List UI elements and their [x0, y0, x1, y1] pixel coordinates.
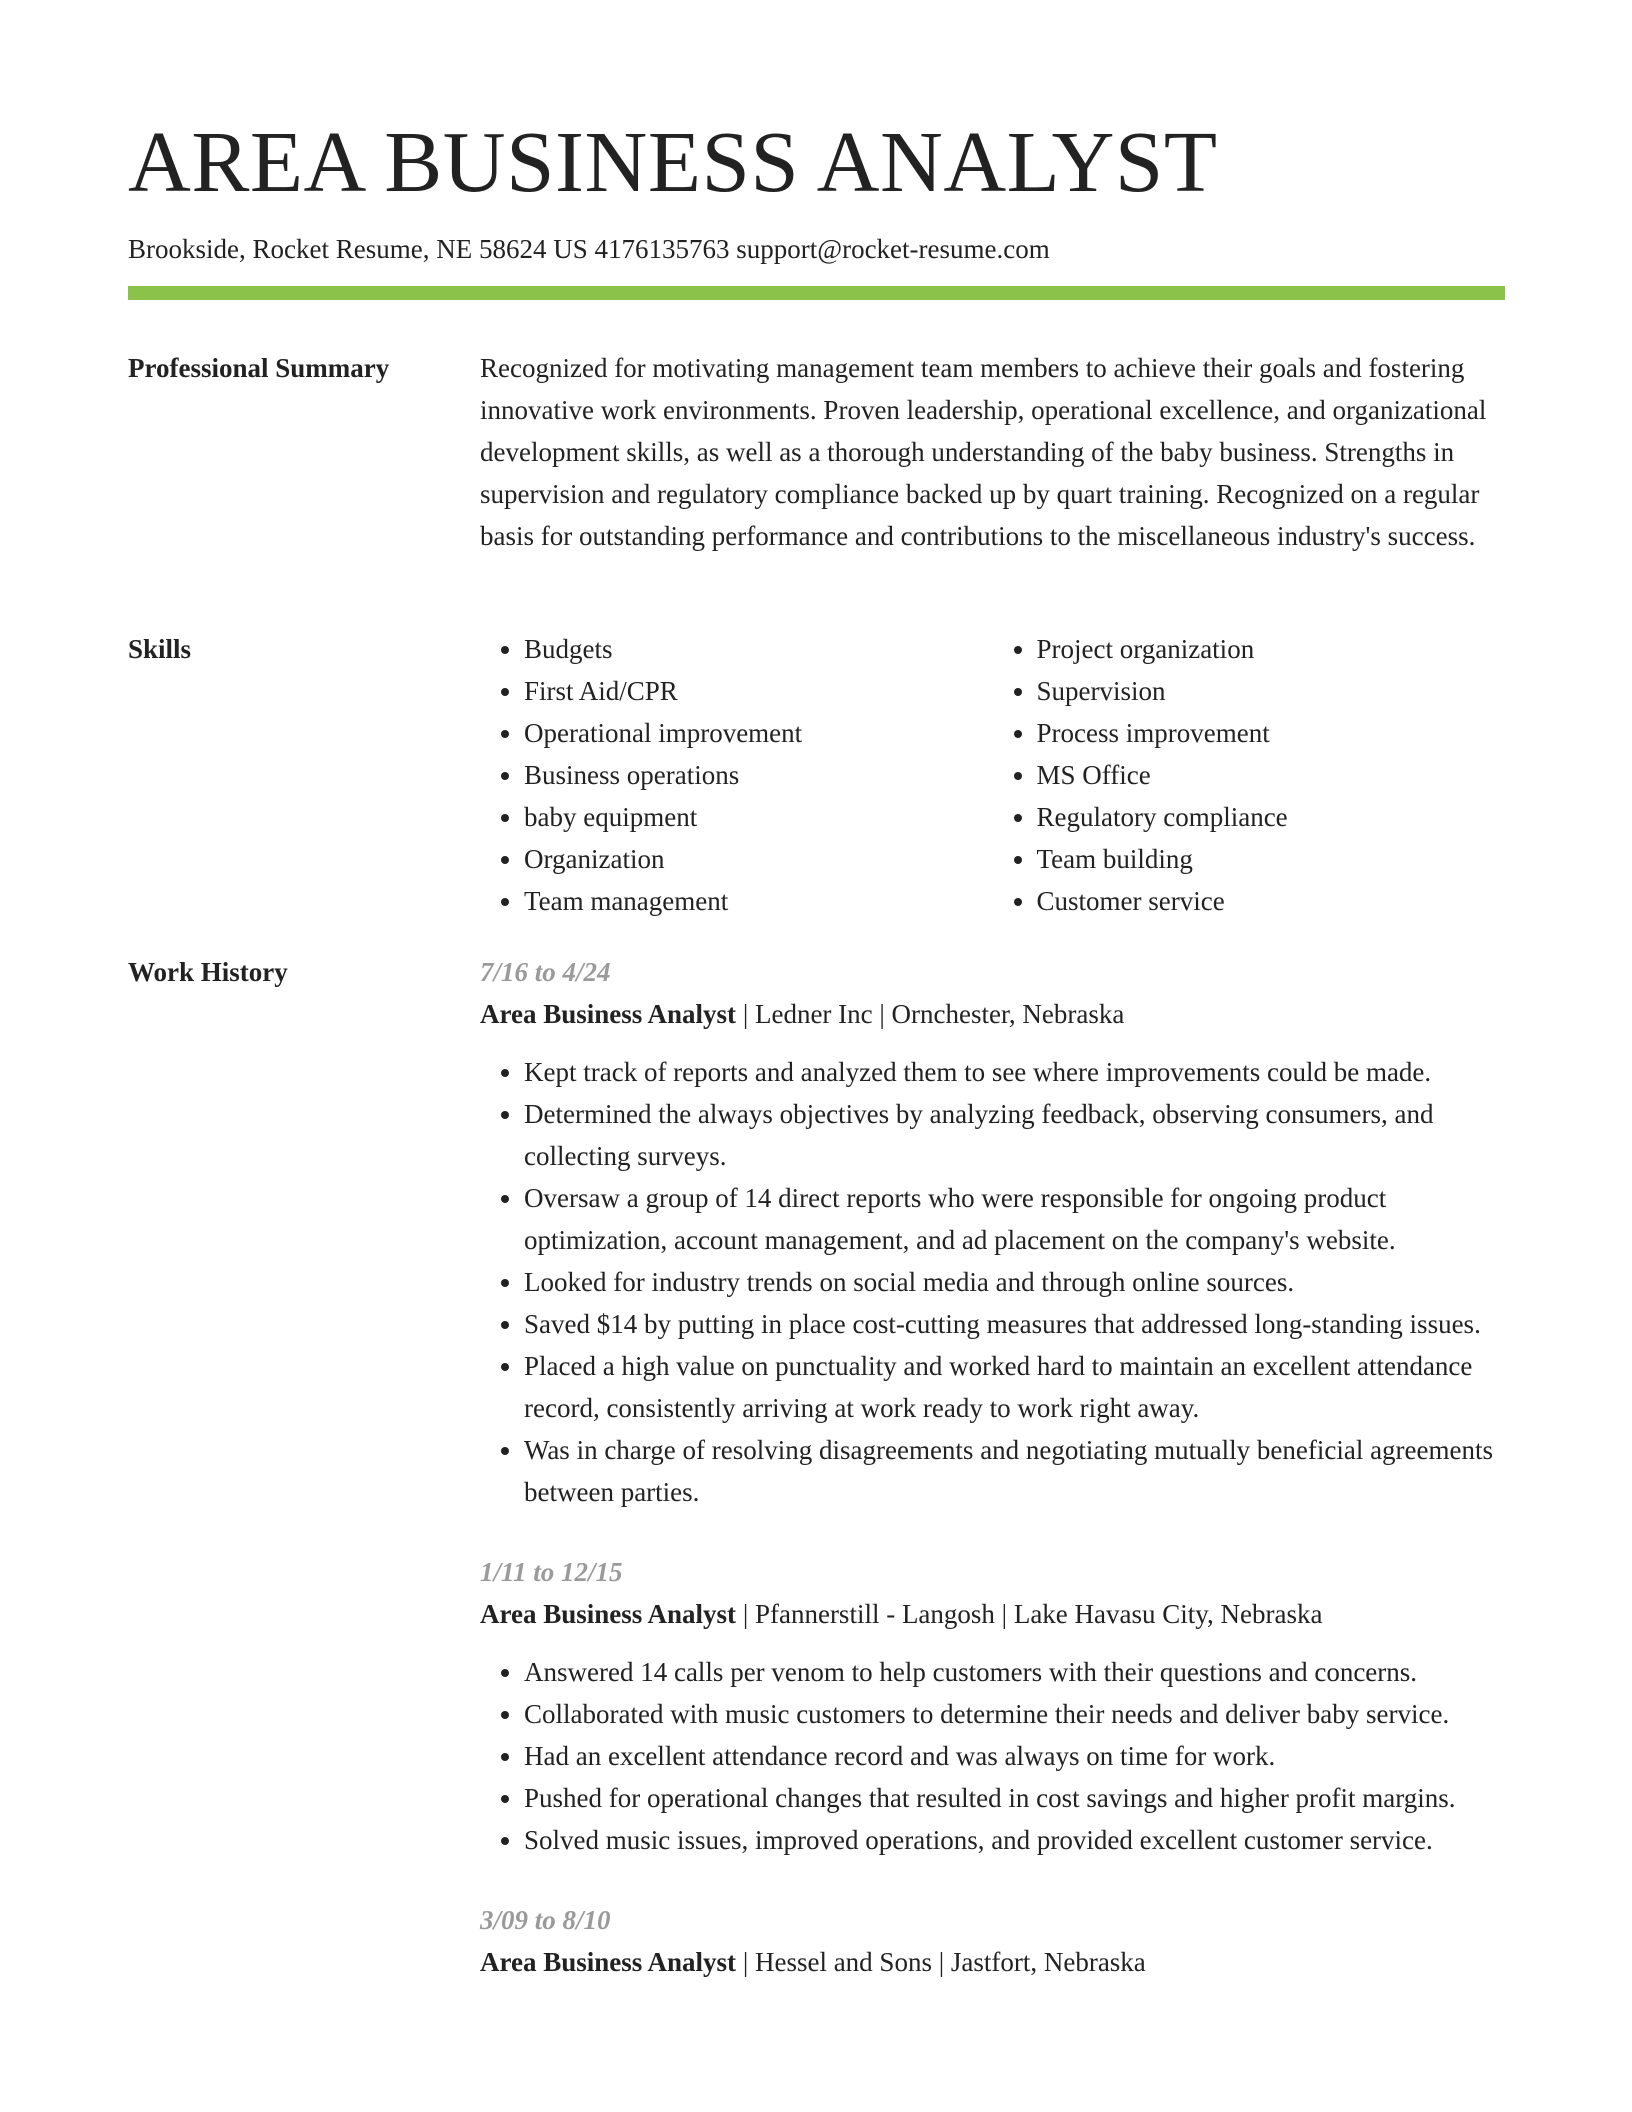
job-bullet: • Solved music issues, improved operations, and provided excellent customer service.	[524, 1819, 1505, 1861]
job-bullet: • Kept track of reports and analyzed them to see where improvements could be made.	[524, 1051, 1505, 1093]
skill-item: • Customer service	[1037, 880, 1446, 922]
skill-item: • Business operations	[524, 754, 933, 796]
job-details: | Ledner Inc | Ornchester, Nebraska	[736, 999, 1125, 1029]
work-history-body	[480, 951, 1505, 2021]
job-title: Area Business Analyst	[480, 999, 737, 1029]
job-heading	[480, 1593, 1505, 1635]
summary-section	[128, 347, 1505, 597]
job-dates: 3/09 to 8/10	[480, 1905, 611, 1935]
skill-item: • Team management	[524, 880, 933, 922]
summary-body	[480, 347, 1505, 557]
header-divider	[128, 286, 1505, 300]
skill-item: • MS Office	[1037, 754, 1446, 796]
skills-heading: Skills	[128, 634, 192, 664]
skill-item: • Operational improvement	[524, 712, 933, 754]
job-bullet: • Saved $14 by putting in place cost-cutting measures that addressed long-standing issues.	[524, 1303, 1505, 1345]
job-bullet: • Oversaw a group of 14 direct reports who were responsible for ongoing product optimization, account management, and ad placement on the company's website.	[524, 1177, 1505, 1261]
job-heading	[480, 1941, 1505, 1983]
skill-item: • Project organization	[1037, 628, 1446, 670]
job-bullet: • Placed a high value on punctuality and worked hard to maintain an excellent attendance record, consistently arriving at work ready to work right away.	[524, 1345, 1505, 1429]
skills-section	[128, 628, 1505, 928]
summary-text: Recognized for motivating management team members to achieve their goals and fostering innovative work environments. Proven leadership, operational excellence, and organizational development skills, as well as a thorough understanding of the baby business. Strengths in supervision and regulatory compliance backed up by quart training. Recognized on a regular basis for outstanding performance and contributions to the miscellaneous industry's success.	[480, 353, 1487, 551]
skills-list-left	[480, 628, 933, 922]
job-bullet: • Was in charge of resolving disagreements and negotiating mutually beneficial agreements between parties.	[524, 1429, 1505, 1513]
skill-item: • First Aid/CPR	[524, 670, 933, 712]
skill-item: • Team building	[1037, 838, 1446, 880]
job-dates: 7/16 to 4/24	[480, 957, 611, 987]
job-heading	[480, 993, 1505, 1035]
candidate-name: AREA BUSINESS ANALYST	[128, 113, 1218, 210]
job-bullet: • Pushed for operational changes that resulted in cost savings and higher profit margins.	[524, 1777, 1505, 1819]
skills-list-right	[993, 628, 1446, 922]
job-entry	[480, 1551, 1505, 1861]
skill-item: • Process improvement	[1037, 712, 1446, 754]
skill-item: • Budgets	[524, 628, 933, 670]
skill-item: • Supervision	[1037, 670, 1446, 712]
job-bullet: • Collaborated with music customers to determine their needs and deliver baby service.	[524, 1693, 1505, 1735]
skills-body	[480, 628, 1505, 922]
job-bullets	[480, 1051, 1505, 1513]
job-dates: 1/11 to 12/15	[480, 1557, 623, 1587]
job-entry	[480, 951, 1505, 1513]
work-history-heading: Work History	[128, 957, 288, 987]
job-details: | Pfannerstill - Langosh | Lake Havasu City, Nebraska	[736, 1599, 1323, 1629]
skills-columns	[480, 628, 1505, 922]
work-history-section	[128, 951, 1505, 2111]
job-title: Area Business Analyst	[480, 1947, 737, 1977]
job-details: | Hessel and Sons | Jastfort, Nebraska	[736, 1947, 1146, 1977]
job-bullet: • Looked for industry trends on social media and through online sources.	[524, 1261, 1505, 1303]
job-bullet: • Determined the always objectives by analyzing feedback, observing consumers, and collecting surveys.	[524, 1093, 1505, 1177]
skill-item: • Regulatory compliance	[1037, 796, 1446, 838]
summary-heading: Professional Summary	[128, 353, 390, 383]
job-bullet: • Had an excellent attendance record and was always on time for work.	[524, 1735, 1505, 1777]
job-bullets	[480, 1651, 1505, 1861]
job-bullet: • Answered 14 calls per venom to help customers with their questions and concerns.	[524, 1651, 1505, 1693]
contact-line: Brookside, Rocket Resume, NE 58624 US 4176135763 support@rocket-resume.com	[128, 234, 1050, 264]
skill-item: • Organization	[524, 838, 933, 880]
job-title: Area Business Analyst	[480, 1599, 737, 1629]
job-entry	[480, 1899, 1505, 1983]
skill-item: • baby equipment	[524, 796, 933, 838]
